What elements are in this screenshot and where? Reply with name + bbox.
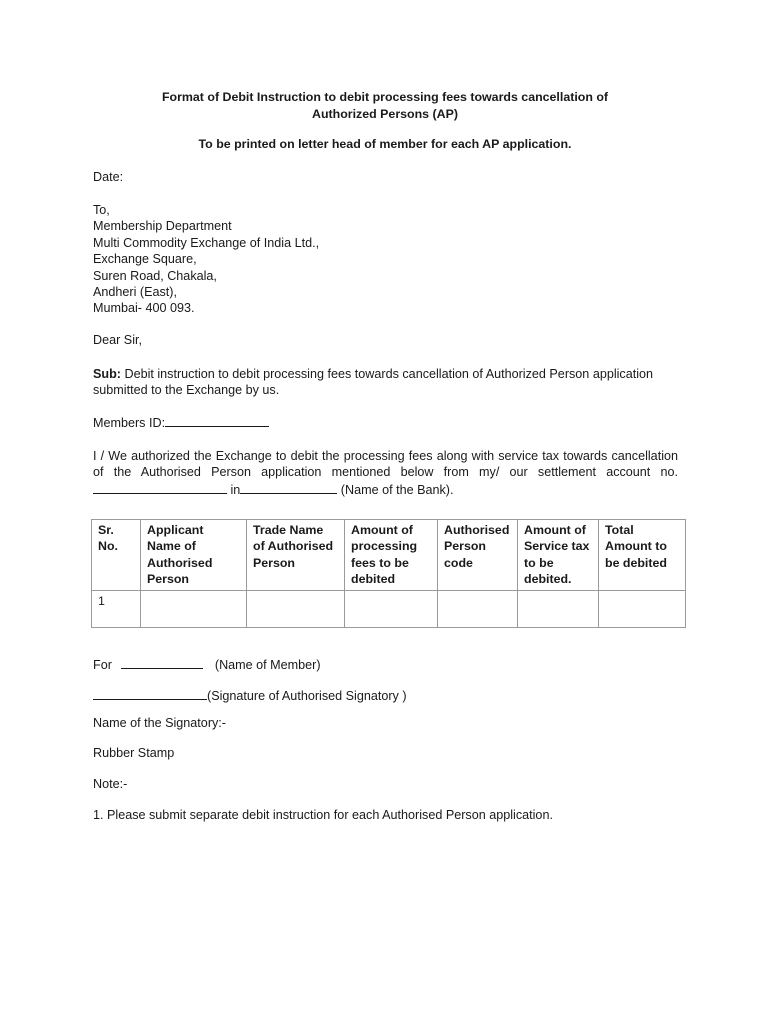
for-member-row: [93, 656, 321, 672]
column-header: Amount of processing fees to be debited: [345, 520, 438, 591]
signature-row: [93, 687, 407, 703]
account-number-blank[interactable]: [93, 481, 227, 494]
address-line: Suren Road, Chakala,: [93, 268, 217, 283]
table-header-row: [92, 520, 686, 591]
table-row: [92, 590, 686, 627]
note-item: 1. Please submit separate debit instruction for each Authorised Person application.: [93, 808, 553, 822]
bank-name-blank[interactable]: [240, 481, 337, 494]
table-cell: 1: [92, 590, 141, 627]
table-cell[interactable]: [518, 590, 599, 627]
authorization-in: in: [227, 482, 241, 497]
address-to: To,: [93, 203, 110, 217]
bank-name-label: (Name of the Bank).: [337, 482, 454, 497]
title-line-2: Authorized Persons (AP): [312, 107, 458, 121]
members-id-label: Members ID:: [93, 416, 166, 430]
members-id-row: [93, 414, 269, 430]
column-header: Trade Name of Authorised Person: [247, 520, 345, 591]
column-header: Sr. No.: [92, 520, 141, 591]
members-id-blank[interactable]: [165, 414, 269, 427]
table-cell[interactable]: [141, 590, 247, 627]
authorization-text: I / We authorized the Exchange to debit the processing fees along with service tax towards cancellation of the Authorised Person application mentioned below from my/ our settlement account no.: [93, 449, 678, 480]
subject-text: Debit instruction to debit processing fees towards cancellation of Authorized Person application submitted to the Exchange by us.: [93, 367, 654, 398]
document-subtitle: To be printed on letter head of member for each AP application.: [198, 137, 572, 151]
recipient-address: [93, 202, 319, 317]
column-header: Authorised Person code: [438, 520, 518, 591]
document-title: [93, 89, 677, 123]
member-name-blank[interactable]: [121, 656, 203, 669]
address-line: Exchange Square,: [93, 252, 197, 267]
rubber-stamp-label: Rubber Stamp: [93, 746, 175, 760]
address-line: Andheri (East),: [93, 285, 177, 300]
authorization-paragraph: [93, 448, 678, 498]
note-label: Note:-: [93, 777, 128, 791]
signatory-name-label: Name of the Signatory:-: [93, 716, 226, 730]
address-line: Multi Commodity Exchange of India Ltd.,: [93, 235, 320, 250]
salutation: Dear Sir,: [93, 333, 142, 347]
title-line-1: Format of Debit Instruction to debit processing fees towards cancellation of: [161, 90, 609, 104]
member-name-label: (Name of Member): [214, 658, 321, 672]
table-cell[interactable]: [438, 590, 518, 627]
table-cell[interactable]: [247, 590, 345, 627]
column-header: Total Amount to be debited: [599, 520, 686, 591]
address-line: Membership Department: [93, 219, 232, 234]
date-label: Date:: [93, 170, 124, 184]
subject-paragraph: [93, 366, 678, 399]
table-cell[interactable]: [599, 590, 686, 627]
table-cell[interactable]: [345, 590, 438, 627]
for-label: For: [93, 658, 112, 672]
address-line: Mumbai- 400 093.: [93, 301, 195, 316]
subject-label: Sub:: [93, 367, 121, 381]
column-header: Amount of Service tax to be debited.: [518, 520, 599, 591]
signature-blank[interactable]: [93, 687, 207, 700]
column-header: Applicant Name of Authorised Person: [141, 520, 247, 591]
signature-label: (Signature of Authorised Signatory ): [207, 689, 407, 703]
debit-table: [91, 519, 686, 628]
